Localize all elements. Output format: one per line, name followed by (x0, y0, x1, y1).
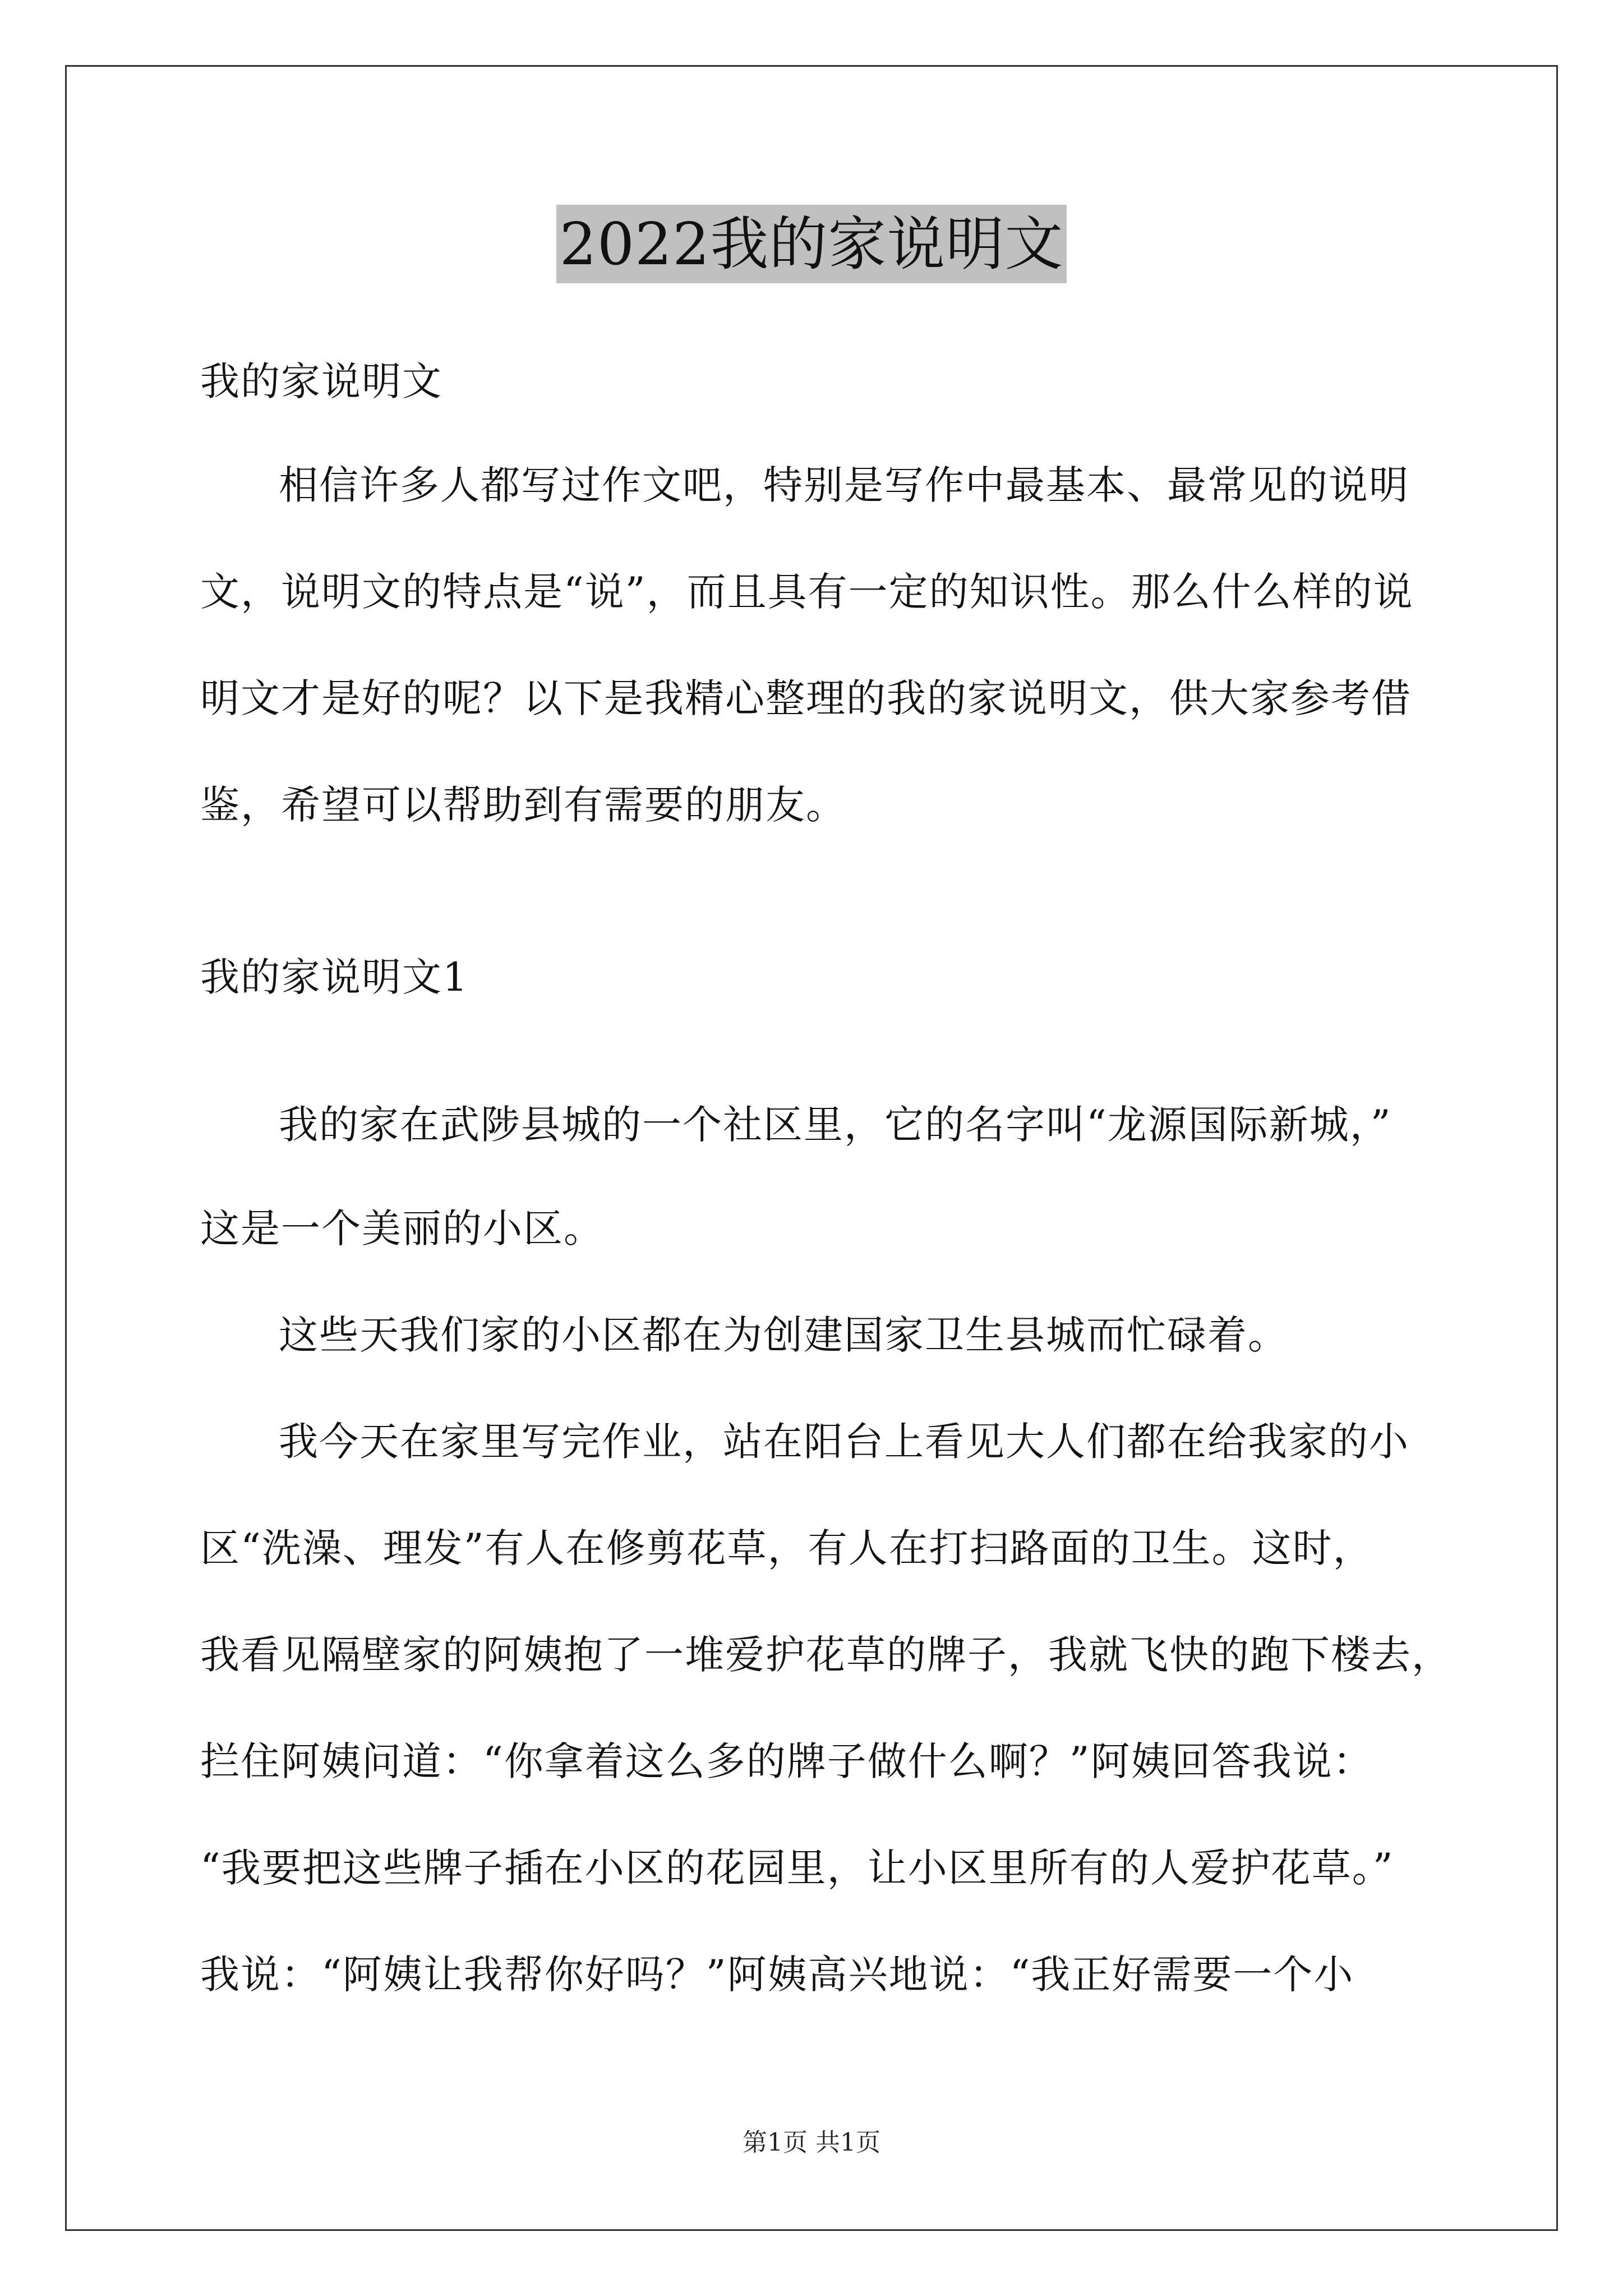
page-footer: 第1页 共1页 (743, 2128, 880, 2157)
text-line: 相信许多人都写过作文吧，特别是写作中最基本、最常见的说明 (279, 462, 1409, 508)
title-container (0, 205, 1623, 283)
text-line: 明文才是好的呢？以下是我精心整理的我的家说明文，供大家参考借 (200, 675, 1412, 721)
text-line: 我的家说明文1 (200, 954, 469, 1000)
text-line: 拦住阿姨问道：“你拿着这么多的牌子做什么啊？”阿姨回答我说： (200, 1738, 1373, 1784)
text-line: 我的家在武陟县城的一个社区里，它的名字叫“龙源国际新城，” (279, 1102, 1392, 1148)
text-line: 我说：“阿姨让我帮你好吗？”阿姨高兴地说：“我正好需要一个小 (200, 1952, 1354, 1998)
text-line: 我看见隔壁家的阿姨抱了一堆爱护花草的牌子，我就飞快的跑下楼去， (200, 1632, 1452, 1678)
text-line: 我的家说明文 (200, 358, 442, 404)
text-line: 文，说明文的特点是“说”，而且具有一定的知识性。那么什么样的说 (200, 569, 1414, 615)
text-line: 这是一个美丽的小区。 (200, 1205, 604, 1251)
text-line: “我要把这些牌子插在小区的花园里，让小区里所有的人爱护花草。” (200, 1845, 1394, 1891)
text-line: 这些天我们家的小区都在为创建国家卫生县城而忙碌着。 (279, 1312, 1288, 1358)
text-line: 我今天在家里写完作业，站在阳台上看见大人们都在给我家的小 (279, 1419, 1409, 1465)
document-title: 2022我的家说明文 (556, 205, 1067, 283)
text-line: 鉴，希望可以帮助到有需要的朋友。 (200, 782, 846, 828)
text-line: 区“洗澡、理发”有人在修剪花草，有人在打扫路面的卫生。这时， (200, 1525, 1373, 1571)
